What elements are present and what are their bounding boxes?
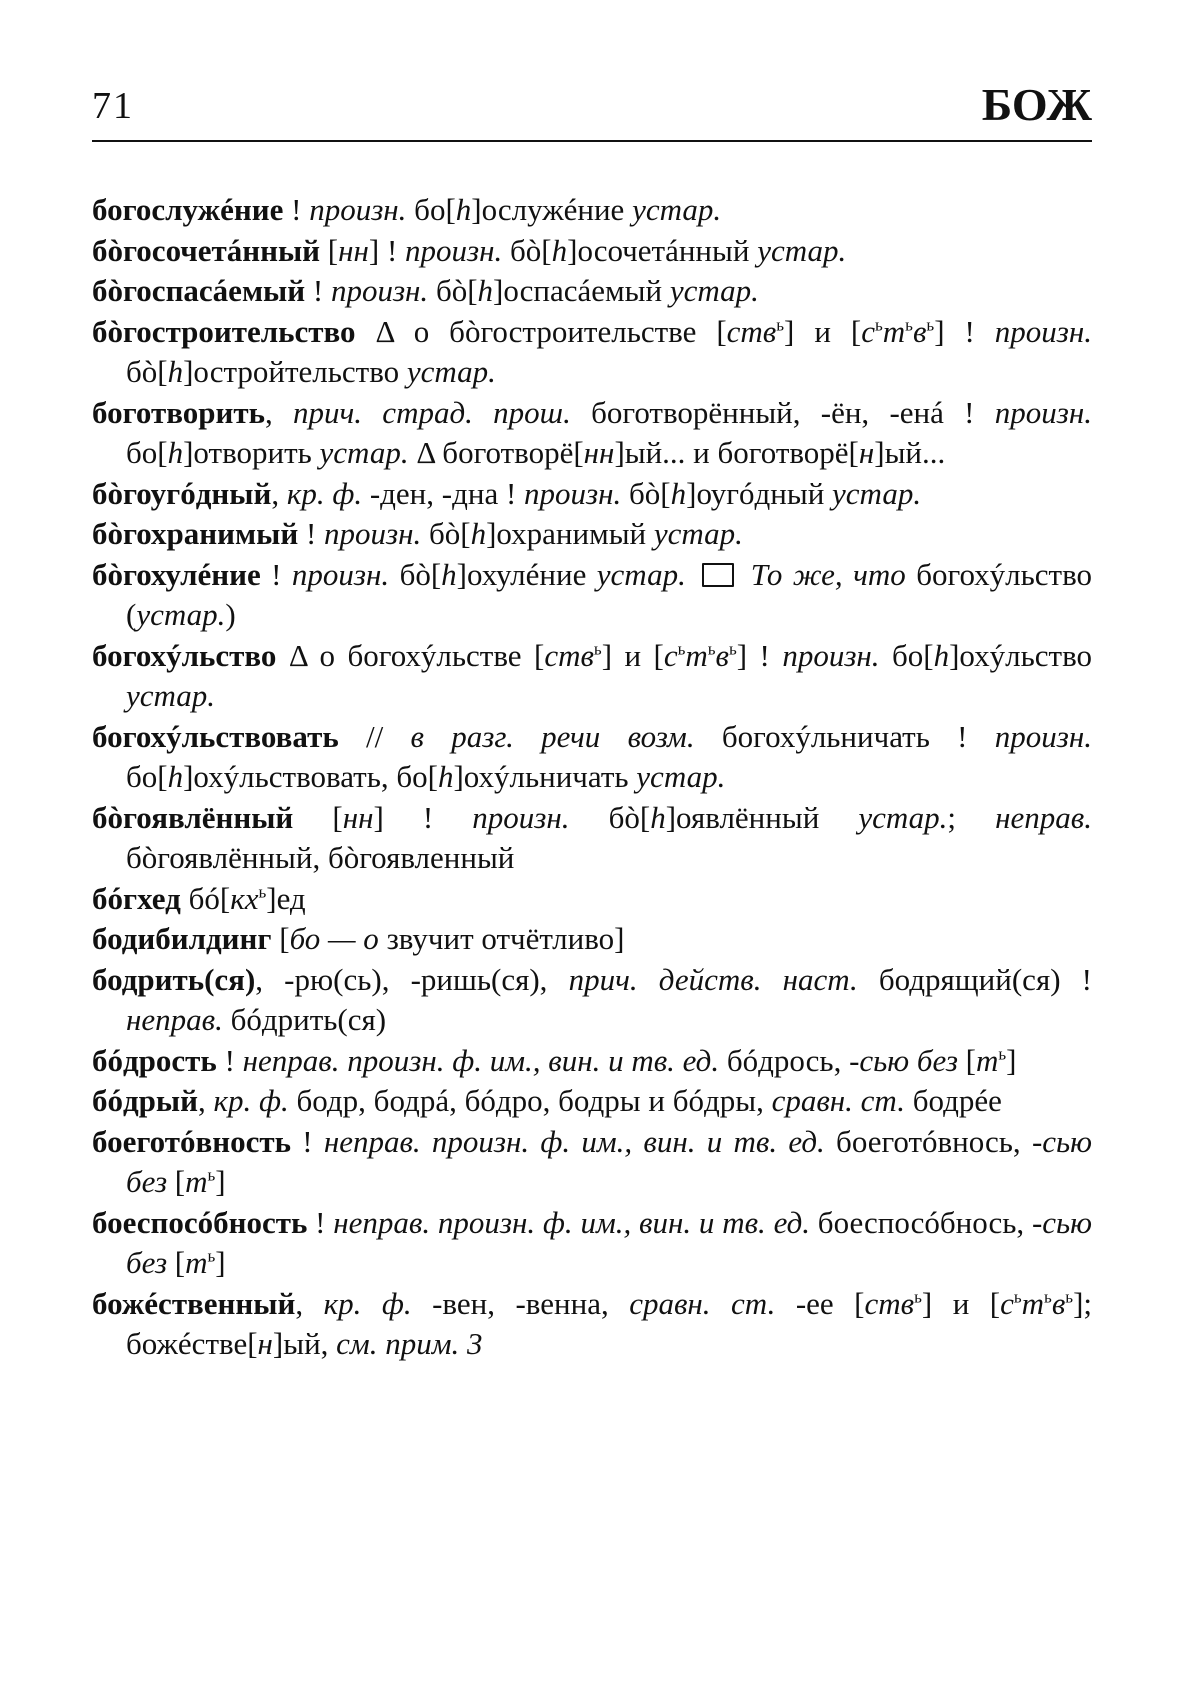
dictionary-entry: богохýльство Δ о богохýльстве [ств$^ь$] и $[с^ьт^ьв^ь]$ ! произн. бо[h]охýльство устар.	[92, 637, 1092, 713]
headword: богослужéние	[92, 192, 284, 227]
headword: бодрить(ся)	[92, 961, 256, 997]
dictionary-entry: божéственный, кр. ф. -вен, -венна, сравн. ст. -ее [ств$^ь$] и $[с^ьт^ьв^ь]$; божéстве[н]ый, см. прим. 3	[92, 1285, 1093, 1361]
page-number: 71	[92, 85, 134, 127]
headword: божéственный	[92, 1285, 296, 1321]
headword: боеспосóбность	[92, 1204, 308, 1240]
dictionary-entry: боготворить, прич. страд. прош. боготворённый, -ён, -енá ! произн. бо[h]отворить устар. Δ боготворё[нн]ый... и боготворё[н]ый...	[92, 394, 1092, 470]
headword: бóдрость	[92, 1042, 217, 1078]
entry-list	[92, 190, 1092, 1365]
headword: бóдрый	[92, 1083, 198, 1118]
dictionary-entry: бòгохулéние ! произн. бò[h]охулéние устар. То же, что богохýльство (устар.)	[92, 556, 1093, 632]
headword: бòгосочетáнный	[92, 232, 321, 268]
dictionary-entry: бòгосочетáнный [нн] ! произн. бò[h]осочетáнный устар.	[92, 232, 847, 268]
page-header	[92, 78, 1092, 142]
dictionary-entry: боеспосóбность ! неправ. произн. ф. им., вин. и тв. ед. боеспосóбнось, -сью без $[т^ь]$	[92, 1204, 1093, 1280]
dictionary-entry: бóгхед $бó[кх^ь]ед$	[92, 880, 306, 916]
running-head: БОЖ	[981, 79, 1092, 130]
headword: боготворить	[92, 394, 265, 430]
dictionary-entry: бодибилдинг [бо — о звучит отчётливо]	[92, 921, 625, 956]
headword: бòгоугóдный	[92, 475, 272, 511]
headword: бодибилдинг	[92, 921, 272, 956]
headword: боеготóвность	[92, 1123, 291, 1159]
dictionary-entry: бòгостроительство Δ о бòгостроительстве [ств$^ь$] и $[с^ьт^ьв^ь]$ ! произн. бò[h]остройтельство устар.	[92, 313, 1092, 389]
headword: бòгоявлённый	[92, 799, 294, 835]
dictionary-entry: боеготóвность ! неправ. произн. ф. им., вин. и тв. ед. боеготóвнось, -сью без $[т^ь]$	[92, 1123, 1093, 1199]
dictionary-entry: бóдрость ! неправ. произн. ф. им., вин. и тв. ед. бóдрось, -сью без $[т^ь]$	[92, 1042, 1017, 1078]
dictionary-entry: бодрить(ся), -рю(сь), -ришь(ся), прич. действ. наст. бодрящий(ся) ! неправ. бóдрить(ся)	[92, 961, 1092, 1037]
headword: бòгохранимый	[92, 516, 299, 551]
headword: бòгостроительство	[92, 313, 356, 349]
headword: бòгохулéние	[92, 556, 261, 592]
headword: богохýльство	[92, 637, 277, 673]
definition-box-icon	[702, 563, 734, 587]
dictionary-entry: бòгоявлённый [нн] ! произн. бò[h]оявлённый устар.; неправ. бòгоявлённый, бòгоявленный	[92, 799, 1092, 875]
dictionary-entry: бòгохранимый ! произн. бò[h]охранимый устар.	[92, 516, 743, 551]
dictionary-entry: бóдрый, кр. ф. бодр, бодрá, бóдро, бодры и бóдры, сравн. ст. бодрéе	[92, 1083, 1002, 1118]
headword: бòгоспасáемый	[92, 273, 306, 308]
headword: богохýльствовать	[92, 718, 339, 754]
dictionary-entry: бòгоугóдный, кр. ф. -ден, -дна ! произн. бò[h]оугóдный устар.	[92, 475, 922, 511]
dictionary-entry: бòгоспасáемый ! произн. бò[h]оспасáемый устар.	[92, 273, 759, 308]
dictionary-entry: богохýльствовать // в разг. речи возм. богохýльничать ! произн. бо[h]охýльствовать, бо[h]охýльничать устар.	[92, 718, 1092, 794]
dictionary-entry: богослужéние ! произн. бо[h]ослужéние устар.	[92, 192, 722, 227]
headword: бóгхед	[92, 880, 181, 916]
